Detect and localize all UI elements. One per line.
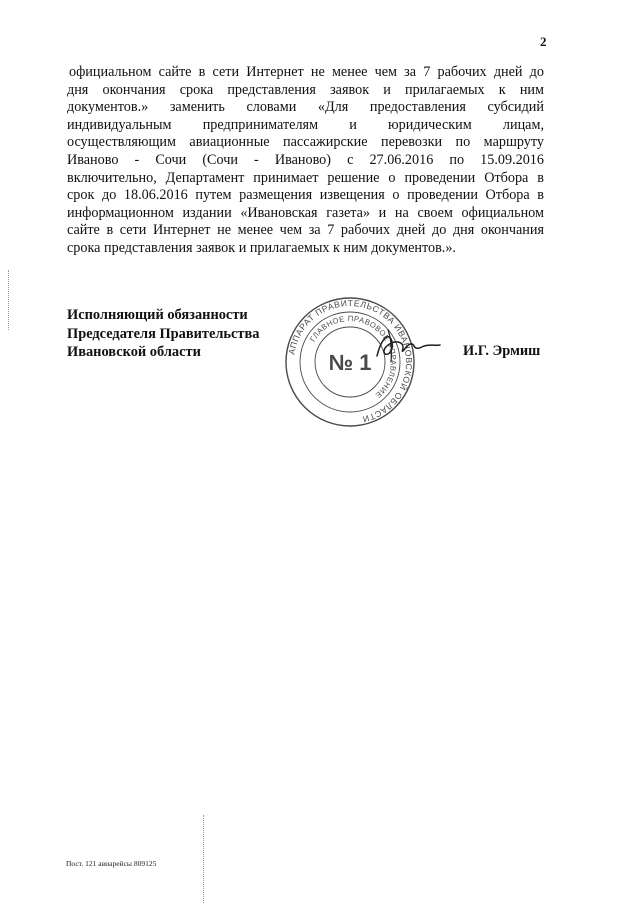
signatory-name: И.Г. Эрмиш (463, 343, 541, 359)
text-line: дня окончания срока представления заявок и прилагаемых к ним (67, 81, 544, 98)
signatory-position-line: Председателя Правительства (67, 325, 260, 342)
text-line: срока представления заявок и прилагаемых к ним документов.». (67, 239, 456, 256)
text-line: включительно, Департамент принимает решение о проведении Отбора в (67, 169, 544, 186)
handwritten-signature (374, 328, 442, 364)
body-paragraph (67, 64, 544, 258)
seal-ring-text: АППАРАТ ПРАВИТЕЛЬСТВА ИВАНОВСКОЙ ОБЛАСТИ (286, 297, 415, 425)
scan-artifact (203, 815, 204, 903)
text-line: осуществляющим авиационные пассажирские перевозки по маршруту (67, 134, 544, 151)
text-line: информационном издании «Ивановская газета» и на своем официальном (67, 204, 544, 221)
signatory-position (67, 306, 259, 362)
footer-document-code: Пост. 121 авиарейсы 809125 (66, 859, 157, 868)
seal-number: № 1 (328, 350, 372, 375)
text-line: индивидуальным предпринимателям и юридическим лицам, (67, 116, 544, 133)
text-line: сайте в сети Интернет не менее чем за 7 рабочих дней до дня окончания (67, 222, 544, 239)
signatory-position-line: Исполняющий обязанности (67, 307, 248, 323)
scan-artifact (8, 270, 9, 330)
page-number: 2 (540, 34, 547, 49)
text-line: документов.» заменить словами «Для предоставления субсидий (67, 99, 544, 116)
text-line: срок до 18.06.2016 путем размещения извещения о проведении Отбора в (67, 187, 544, 204)
text-line: официальном сайте в сети Интернет не менее чем за 7 рабочих дней до (69, 64, 544, 80)
seal-inner-text: ГЛАВНОЕ ПРАВОВОЕ УПРАВЛЕНИЕ (308, 313, 399, 401)
signatory-position-line: Ивановской области (67, 344, 201, 360)
text-line: Иваново - Сочи (Сочи - Иваново) с 27.06.2016 по 15.09.2016 (67, 151, 544, 168)
